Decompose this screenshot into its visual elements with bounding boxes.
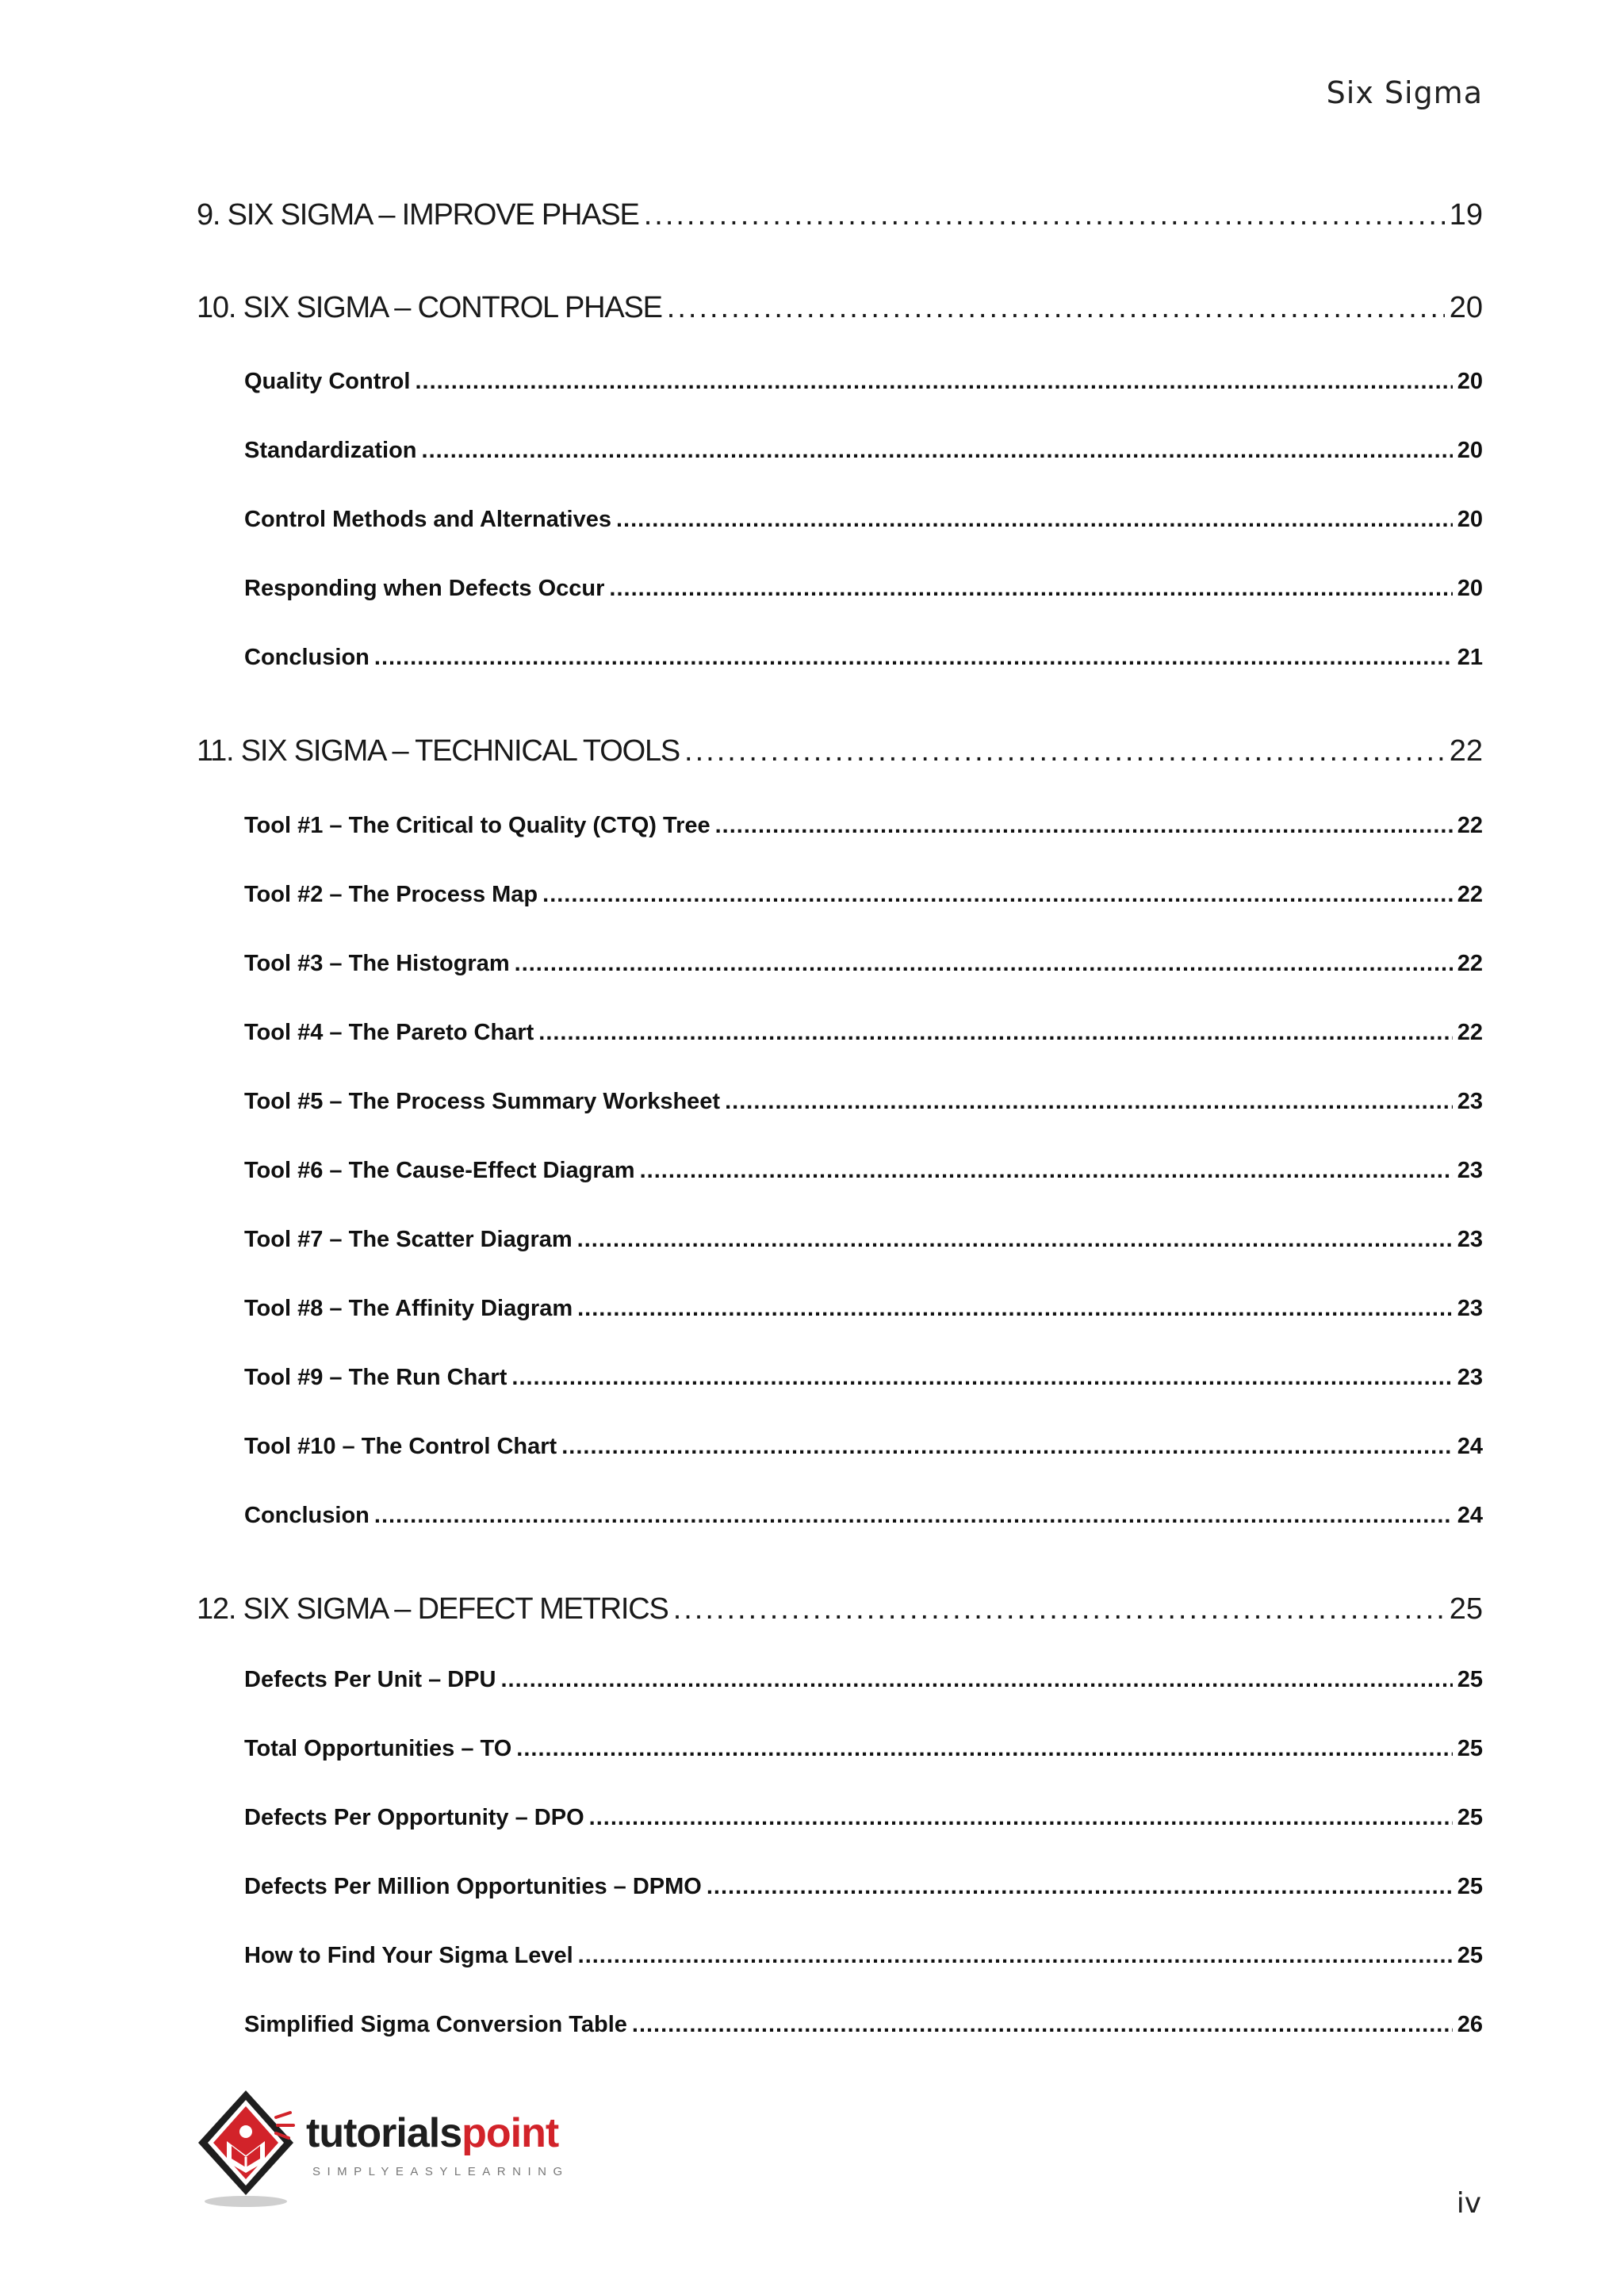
toc-entry-page: 19 — [1449, 198, 1483, 232]
toc-dot-leader — [640, 1158, 1453, 1184]
toc-entry-page: 25 — [1457, 1805, 1483, 1830]
toc-entry-page: 22 — [1457, 1020, 1483, 1045]
toc-section-entry[interactable] — [244, 576, 1483, 602]
logo-diamond-icon — [193, 2086, 304, 2213]
toc-entry-label: Conclusion — [244, 1503, 370, 1528]
toc-entry-page: 22 — [1457, 813, 1483, 838]
toc-entry-page: 25 — [1449, 1592, 1483, 1626]
toc-section-entry[interactable] — [244, 1158, 1483, 1184]
page-number: iv — [1456, 2187, 1481, 2220]
toc-dot-leader — [715, 813, 1453, 839]
toc-entry-page: 23 — [1457, 1365, 1483, 1390]
toc-entry-page: 21 — [1457, 645, 1483, 670]
toc-entry-page: 24 — [1457, 1434, 1483, 1459]
toc-entry-label: Total Opportunities – TO — [244, 1736, 512, 1761]
toc-section-entry[interactable] — [244, 813, 1483, 839]
toc-dot-leader — [667, 291, 1445, 325]
toc-entry-page: 22 — [1457, 951, 1483, 976]
toc-section-entry[interactable] — [244, 1805, 1483, 1831]
toc-entry-label: Control Methods and Alternatives — [244, 507, 611, 532]
toc-section-entry[interactable] — [244, 882, 1483, 908]
toc-entry-label: Tool #1 – The Critical to Quality (CTQ) Tree — [244, 813, 710, 838]
toc-entry-page: 23 — [1457, 1158, 1483, 1183]
toc-entry-label: Standardization — [244, 438, 417, 463]
toc-dot-leader — [374, 1503, 1453, 1529]
toc-entry-label: Defects Per Unit – DPU — [244, 1667, 496, 1692]
toc-entry-page: 23 — [1457, 1227, 1483, 1252]
toc-dot-leader — [515, 951, 1453, 977]
toc-entry-label: Tool #5 – The Process Summary Worksheet — [244, 1089, 721, 1114]
toc-dot-leader — [561, 1434, 1453, 1460]
toc-entry-page: 25 — [1457, 1667, 1483, 1692]
toc-entry-page: 23 — [1457, 1296, 1483, 1321]
toc-entry-label: Responding when Defects Occur — [244, 576, 605, 601]
toc-entry-label: 9. SIX SIGMA – IMPROVE PHASE — [197, 198, 639, 232]
toc-entry-label: Tool #4 – The Pareto Chart — [244, 1020, 534, 1045]
toc-section-entry[interactable] — [244, 1227, 1483, 1253]
logo-tagline: SIMPLYEASYLEARNING — [312, 2165, 569, 2178]
toc-dot-leader — [609, 576, 1452, 602]
toc-entry-label: 10. SIX SIGMA – CONTROL PHASE — [197, 291, 662, 324]
toc-entry-page: 22 — [1457, 882, 1483, 907]
toc-entry-label: Defects Per Opportunity – DPO — [244, 1805, 584, 1830]
toc-section-entry[interactable] — [244, 1667, 1483, 1693]
toc-section-entry[interactable] — [244, 645, 1483, 671]
toc-entry-page: 24 — [1457, 1503, 1483, 1528]
toc-entry-label: Tool #3 – The Histogram — [244, 951, 510, 976]
toc-dot-leader — [415, 369, 1452, 395]
toc-section-entry[interactable] — [244, 507, 1483, 533]
toc-section-entry[interactable] — [244, 1089, 1483, 1115]
toc-entry-page: 25 — [1457, 1943, 1483, 1968]
toc-entry-page: 20 — [1457, 576, 1483, 601]
tutorialspoint-logo — [193, 2086, 590, 2213]
toc-entry-label: Defects Per Million Opportunities – DPMO — [244, 1874, 702, 1899]
toc-entry-page: 20 — [1457, 507, 1483, 532]
toc-entry-label: 12. SIX SIGMA – DEFECT METRICS — [197, 1592, 668, 1626]
toc-section-entry[interactable] — [244, 951, 1483, 977]
toc-dot-leader — [644, 198, 1445, 232]
toc-section-entry[interactable] — [244, 1434, 1483, 1460]
toc-dot-leader — [616, 507, 1453, 533]
toc-dot-leader — [542, 882, 1453, 908]
toc-entry-label: Tool #7 – The Scatter Diagram — [244, 1227, 573, 1252]
toc-dot-leader — [511, 1365, 1452, 1391]
toc-dot-leader — [578, 1943, 1453, 1969]
toc-entry-page: 25 — [1457, 1736, 1483, 1761]
toc-entry-label: Tool #10 – The Control Chart — [244, 1434, 557, 1459]
toc-chapter-entry[interactable] — [197, 1592, 1483, 1626]
toc-section-entry[interactable] — [244, 1943, 1483, 1969]
toc-entry-page: 20 — [1449, 291, 1483, 324]
toc-dot-leader — [725, 1089, 1453, 1115]
toc-section-entry[interactable] — [244, 1503, 1483, 1529]
toc-entry-label: Quality Control — [244, 369, 411, 394]
toc-entry-page: 23 — [1457, 1089, 1483, 1114]
toc-entry-page: 20 — [1457, 369, 1483, 394]
toc-chapter-entry[interactable] — [197, 291, 1483, 325]
toc-dot-leader — [684, 734, 1445, 768]
toc-section-entry[interactable] — [244, 369, 1483, 395]
toc-chapter-entry[interactable] — [197, 198, 1483, 232]
toc-entry-label: How to Find Your Sigma Level — [244, 1943, 573, 1968]
toc-chapter-entry[interactable] — [197, 734, 1483, 768]
toc-dot-leader — [538, 1020, 1452, 1046]
toc-dot-leader — [577, 1227, 1453, 1253]
toc-dot-leader — [422, 438, 1453, 464]
toc-dot-leader — [501, 1667, 1453, 1693]
toc-entry-label: Conclusion — [244, 645, 370, 670]
toc-dot-leader — [589, 1805, 1453, 1831]
toc-section-entry[interactable] — [244, 438, 1483, 464]
toc-entry-page: 20 — [1457, 438, 1483, 463]
toc-entry-label: Tool #6 – The Cause-Effect Diagram — [244, 1158, 635, 1183]
toc-entry-label: Tool #9 – The Run Chart — [244, 1365, 508, 1390]
toc-entry-label: Simplified Sigma Conversion Table — [244, 2012, 627, 2037]
toc-dot-leader — [673, 1592, 1445, 1626]
toc-entry-page: 25 — [1457, 1874, 1483, 1899]
toc-entry-label: 11. SIX SIGMA – TECHNICAL TOOLS — [197, 734, 680, 768]
toc-section-entry[interactable] — [244, 1020, 1483, 1046]
toc-entry-label: Tool #2 – The Process Map — [244, 882, 538, 907]
toc-section-entry[interactable] — [244, 1736, 1483, 1762]
toc-entry-page: 22 — [1449, 734, 1483, 768]
toc-entry-page: 26 — [1457, 2012, 1483, 2037]
toc-section-entry[interactable] — [244, 2012, 1483, 2038]
toc-dot-leader — [374, 645, 1453, 671]
toc-section-entry[interactable] — [244, 1296, 1483, 1322]
toc-dot-leader — [632, 2012, 1453, 2038]
running-header-title: Six Sigma — [1326, 75, 1483, 110]
toc-section-entry[interactable] — [244, 1874, 1483, 1900]
toc-dot-leader — [516, 1736, 1452, 1762]
toc-entry-label: Tool #8 – The Affinity Diagram — [244, 1296, 573, 1321]
logo-wordmark: tutorialspoint — [306, 2110, 559, 2156]
toc-section-entry[interactable] — [244, 1365, 1483, 1391]
toc-dot-leader — [577, 1296, 1453, 1322]
toc-dot-leader — [707, 1874, 1453, 1900]
